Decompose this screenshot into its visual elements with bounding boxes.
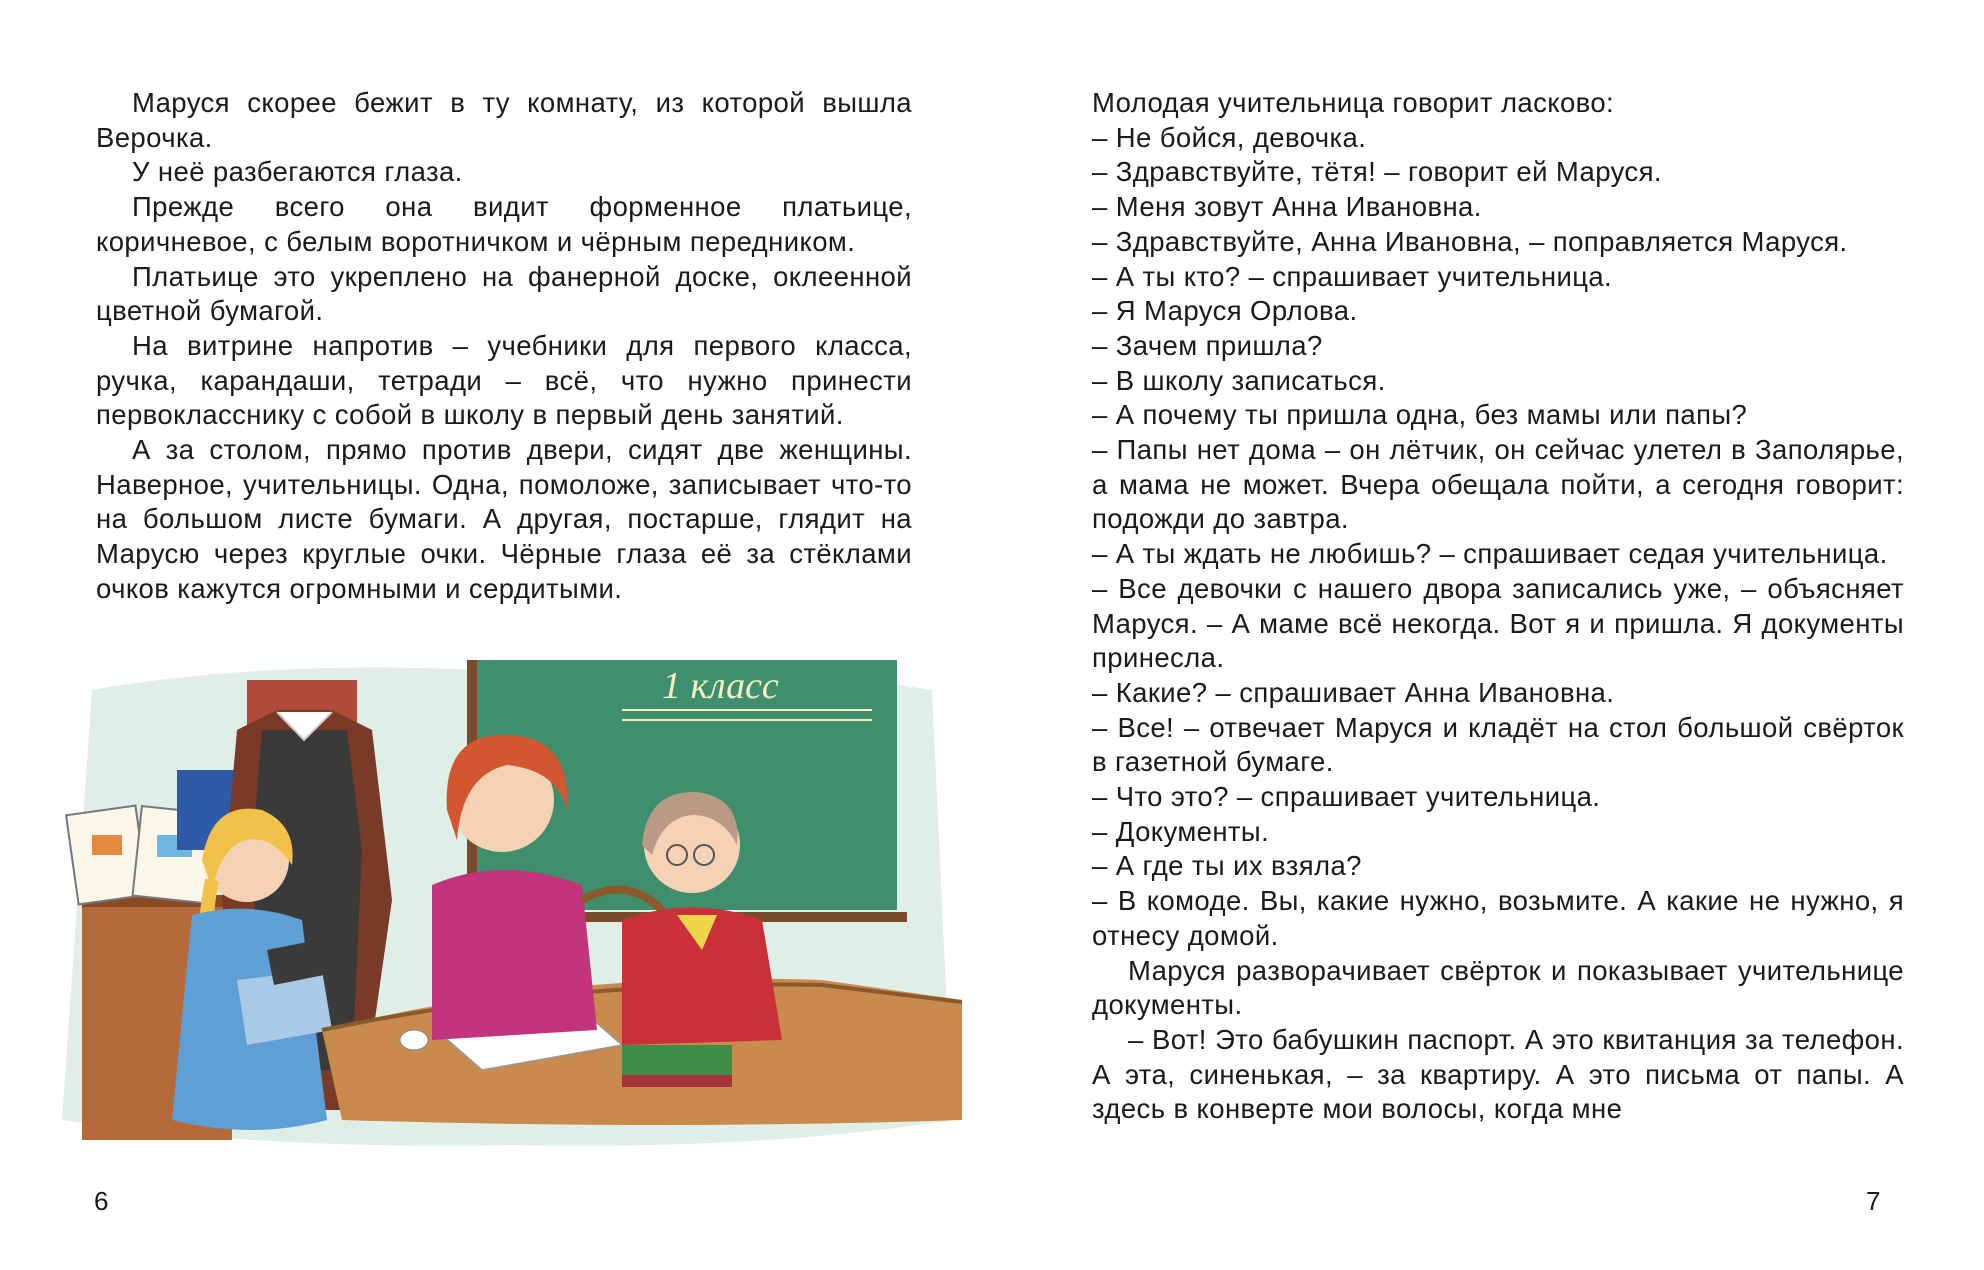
dialogue-line: – В комоде. Вы, какие нужно, возьмите. А какие не нужно, я отнесу домой. <box>1092 885 1904 951</box>
dialogue-line: – Все! – отвечает Маруся и кладёт на стол большой свёрток в газетной бумаге. <box>1092 711 1904 778</box>
dialogue-line: – А ты кто? – спрашивает учительница. <box>1092 260 1613 292</box>
dialogue-line: – Не бойся, девочка. <box>1092 121 1367 153</box>
paragraph: На витрине напротив – учебники для первого класса, ручка, карандаши, тетради – всё, что нужно принести первокласснику с собой в школу в первый день занятий. <box>96 329 912 431</box>
paragraph: А за столом, прямо против двери, сидят две женщины. Наверное, учительницы. Одна, помоложе, записывает что-то на большом листе бумаги. А другая, постарше, глядит на Марусю через круглые очки. Чёрные глаза её за стёклами очков кажутся огромными и сердитыми. <box>96 434 912 604</box>
green-book <box>622 1045 732 1080</box>
dialogue-line: – Я Маруся Орлова. <box>1092 295 1358 327</box>
dialogue-line: – Вот! Это бабушкин паспорт. А это квитанция за телефон. А эта, синенькая, – за квартиру. А это письма от папы. А здесь в конверте мои волосы, когда мне <box>1092 1023 1904 1125</box>
right-text-column <box>1092 86 1904 1127</box>
left-text-column <box>96 86 912 607</box>
paragraph: Платьице это укреплено на фанерной доске, оклеенной цветной бумагой. <box>96 260 912 327</box>
dialogue-line: – Зачем пришла? <box>1092 329 1323 361</box>
page-number: 6 <box>94 1186 109 1216</box>
ink-pot <box>400 1030 428 1050</box>
blackboard-text: 1 класс <box>662 665 779 707</box>
right-page <box>992 0 1984 1270</box>
classroom-illustration <box>62 650 962 1160</box>
dialogue-line: – В школу записаться. <box>1092 364 1386 396</box>
dialogue-line: – Все девочки с нашего двора записались уже, – объясняет Маруся. – А маме всё некогда. Вот я и пришла. Я документы принесла. <box>1092 572 1904 674</box>
dialogue-line: – А почему ты пришла одна, без мамы или папы? <box>1092 399 1748 431</box>
dialogue-line: – Здравствуйте, Анна Ивановна, – поправляется Маруся. <box>1092 225 1848 257</box>
paragraph: Маруся скорее бежит в ту комнату, из которой вышла Верочка. <box>96 87 912 153</box>
dialogue-line: – А ты ждать не любишь? – спрашивает седая учительница. <box>1092 538 1888 570</box>
paragraph: Прежде всего она видит форменное платьице, коричневое, с белым воротничком и чёрным передником. <box>96 191 912 257</box>
dialogue-line: – Здравствуйте, тётя! – говорит ей Маруся. <box>1092 156 1662 188</box>
paragraph: Молодая учительница говорит ласково: <box>1092 87 1615 118</box>
page-number: 7 <box>1866 1186 1881 1216</box>
paragraph: Маруся разворачивает свёрток и показывает учительнице документы. <box>1092 954 1904 1021</box>
dialogue-line: – Что это? – спрашивает учительница. <box>1092 781 1601 813</box>
dialogue-line: – А где ты их взяла? <box>1092 850 1362 882</box>
dialogue-line: – Папы нет дома – он лётчик, он сейчас улетел в Заполярье, а мама не может. Вчера обещала пойти, а сегодня говорит: подожди до завтра. <box>1092 434 1904 535</box>
dialogue-line: – Документы. <box>1092 815 1270 847</box>
dialogue-line: – Меня зовут Анна Ивановна. <box>1092 191 1482 223</box>
paragraph: У неё разбегаются глаза. <box>132 156 463 188</box>
young-teacher-blouse <box>432 870 597 1040</box>
dialogue-line: – Какие? – спрашивает Анна Ивановна. <box>1092 676 1615 708</box>
